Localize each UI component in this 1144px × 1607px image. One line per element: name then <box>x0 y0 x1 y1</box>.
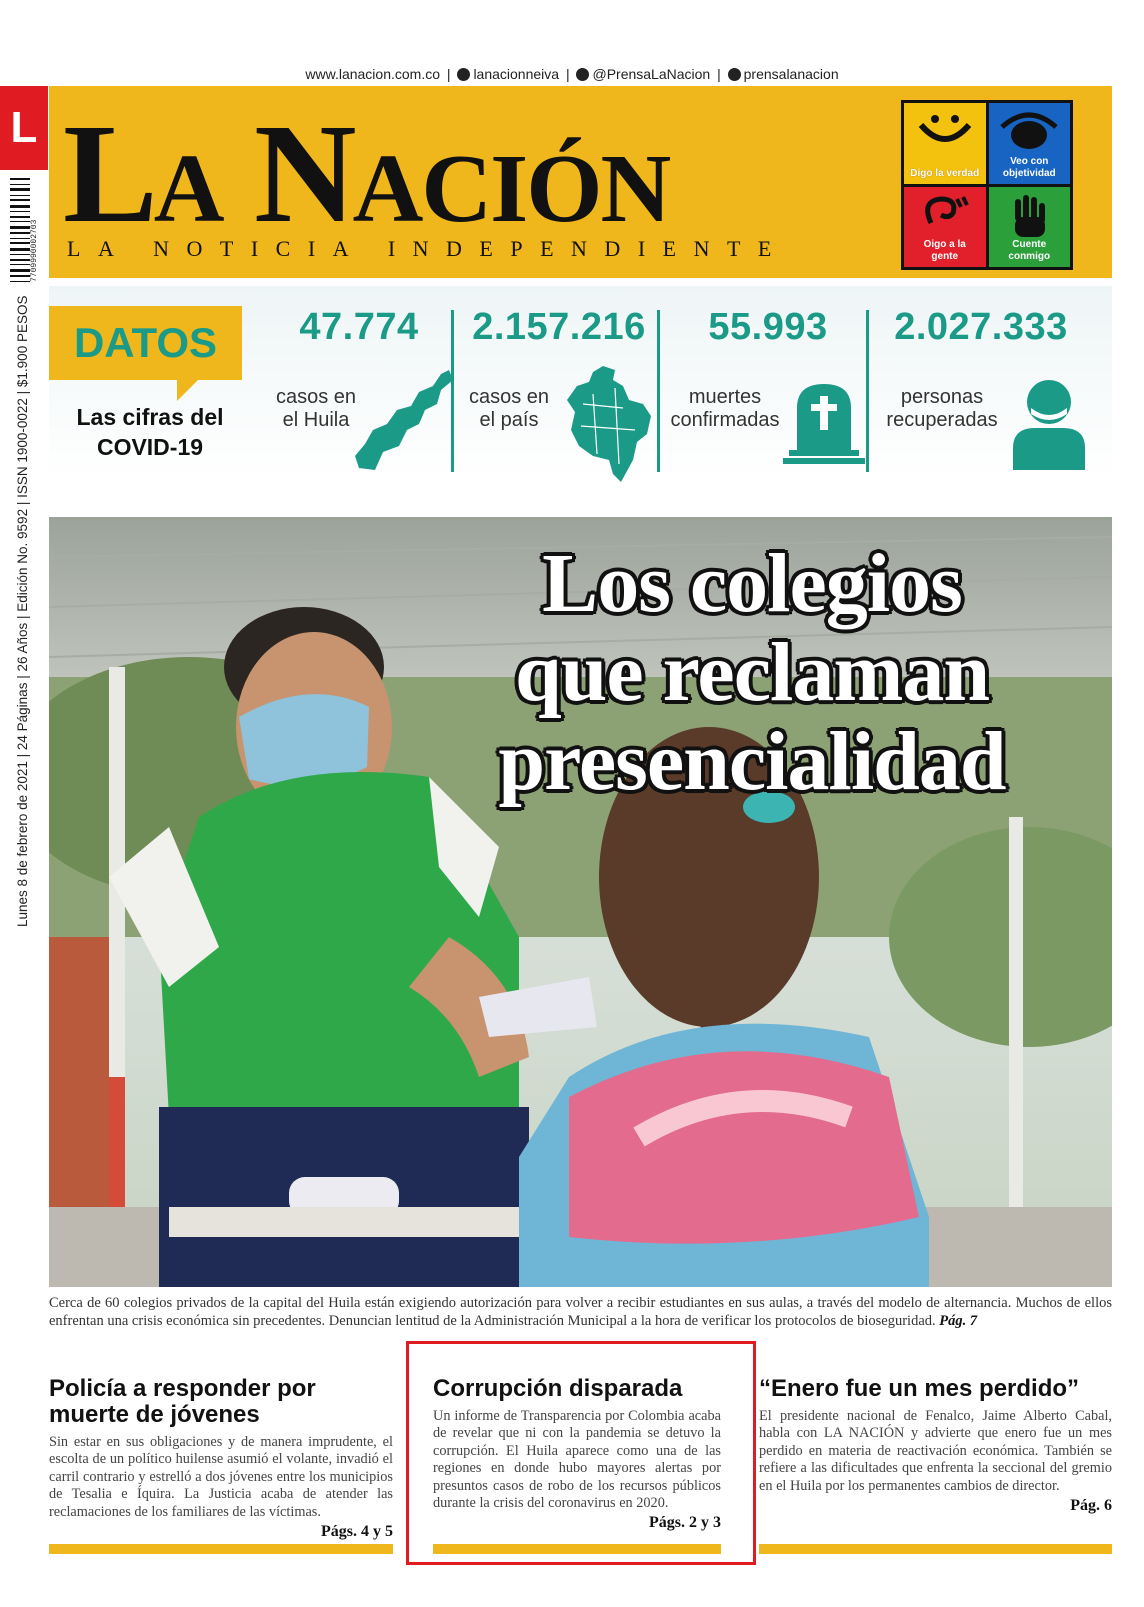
value-trust: Cuente conmigo <box>989 187 1071 268</box>
separator: | <box>446 66 451 82</box>
story-fenalco[interactable] <box>759 1376 1112 1515</box>
stat-label: casos en el país <box>468 386 550 431</box>
stat-country-cases <box>459 294 659 472</box>
tombstone-icon <box>783 380 865 464</box>
story-underline <box>433 1544 721 1554</box>
barcode-number: 7709990002703 <box>30 219 39 282</box>
barcode <box>10 178 30 282</box>
edition-info: Lunes 8 de febrero de 2021 | 24 Páginas | 26 Años | Edición No. 9592 | ISSN 1900-0022 | $1.900 PESOS <box>15 296 30 928</box>
separator: | <box>565 66 570 82</box>
story-underline <box>759 1544 1112 1554</box>
smile-icon <box>915 109 975 149</box>
social-links-bar <box>0 66 1144 82</box>
stat-label: personas recuperadas <box>886 386 998 431</box>
newspaper-logo[interactable]: LA NACIÓN <box>63 94 670 252</box>
story-page-ref: Págs. 2 y 3 <box>649 1514 721 1532</box>
story-title[interactable]: Policía a responder por muerte de jóvenes <box>49 1375 316 1428</box>
stat-recovered <box>871 294 1091 472</box>
value-objectivity: Veo con objetividad <box>989 103 1071 184</box>
twitter-link[interactable]: @PrensaLaNacion <box>592 66 711 82</box>
speech-bubble-tail <box>177 379 199 401</box>
story-body: Un informe de Transparencia por Colombia acaba de revelar que ni con la pandemia se detuvo la corrupción. El Huila aparece como una de las regiones en donde hubo mayores alertas por presuntos casos de robo de los recursos públicos durante la crisis del coronavirus en 2020. <box>433 1408 721 1512</box>
story-body: El presidente nacional de Fenalco, Jaime Alberto Cabal, habla con LA NACIÓN y advierte que enero fue un mes perdido en materia de reactivación económica. También se refiere a las dificultades que enfrenta la seccional del gremio en el Huila por los permanentes cambios de director. <box>759 1408 1112 1494</box>
instagram-link[interactable]: prensalanacion <box>743 66 839 82</box>
stat-huila-cases <box>261 294 457 472</box>
stat-divider <box>657 310 660 472</box>
ear-icon <box>917 193 973 237</box>
person-icon <box>1011 378 1087 470</box>
hero-photo <box>49 517 1112 1287</box>
caption-page-ref: Pág. 7 <box>939 1313 978 1329</box>
stat-value: 47.774 <box>299 306 419 348</box>
story-corruption[interactable] <box>433 1376 721 1532</box>
datos-label: DATOS <box>49 306 242 380</box>
story-title[interactable]: Corrupción disparada <box>433 1375 683 1402</box>
stat-divider <box>866 310 869 472</box>
tagline: LA NOTICIA INDEPENDIENTE <box>67 236 789 261</box>
story-body: Sin estar en sus obligaciones y de manera imprudente, el escolta de un político huilense asumió el volante, invadió el carril contrario y estrelló a dos jóvenes entre los municipios de Tesalia e Íquira. La Justicia acaba de atender las reclamaciones de los familiares de las víctimas. <box>49 1434 393 1520</box>
hand-icon <box>1007 193 1051 239</box>
facebook-link[interactable]: lanacionneiva <box>473 66 560 82</box>
twitter-icon <box>576 68 589 81</box>
story-title[interactable]: “Enero fue un mes perdido” <box>759 1375 1080 1402</box>
stat-divider <box>451 310 454 472</box>
value-truth: Digo la verdad <box>904 103 986 184</box>
hero-headline[interactable]: Los colegios que reclaman presencialidad <box>498 537 1006 808</box>
covid-data-band <box>49 286 1112 480</box>
stat-deaths <box>663 294 873 472</box>
eye-icon <box>998 109 1060 153</box>
stat-value: 2.027.333 <box>894 306 1068 348</box>
facebook-icon <box>457 68 470 81</box>
story-page-ref: Pág. 6 <box>1070 1497 1112 1515</box>
stat-value: 55.993 <box>708 306 828 348</box>
colombia-map-icon <box>563 364 655 486</box>
story-page-ref: Págs. 4 y 5 <box>321 1523 393 1541</box>
side-logo-tab: L <box>0 86 48 170</box>
stat-value: 2.157.216 <box>472 306 646 348</box>
story-underline <box>49 1544 393 1554</box>
website-link[interactable]: www.lanacion.com.co <box>305 66 441 82</box>
stat-label: muertes confirmadas <box>670 386 780 431</box>
hero-caption: Cerca de 60 colegios privados de la capital del Huila están exigiendo autorización para volver a recibir estudiantes en sus aulas, a través del modelo de alternancia. Muchos de ellos enfrentan una crisis económica sin precedentes. Denuncian lentitud de la Administración Municipal a la hora de verificar los protocolos de bioseguridad. Pág. 7 <box>49 1295 1112 1329</box>
values-seal <box>901 100 1073 270</box>
instagram-icon <box>728 68 741 81</box>
stat-label: casos en el Huila <box>275 386 357 431</box>
separator: | <box>717 66 721 82</box>
masthead <box>49 86 1112 278</box>
huila-map-icon <box>353 366 457 474</box>
datos-subtitle: Las cifras del COVID-19 <box>76 404 224 460</box>
story-police[interactable] <box>49 1376 393 1541</box>
value-listen: Oigo a la gente <box>904 187 986 268</box>
